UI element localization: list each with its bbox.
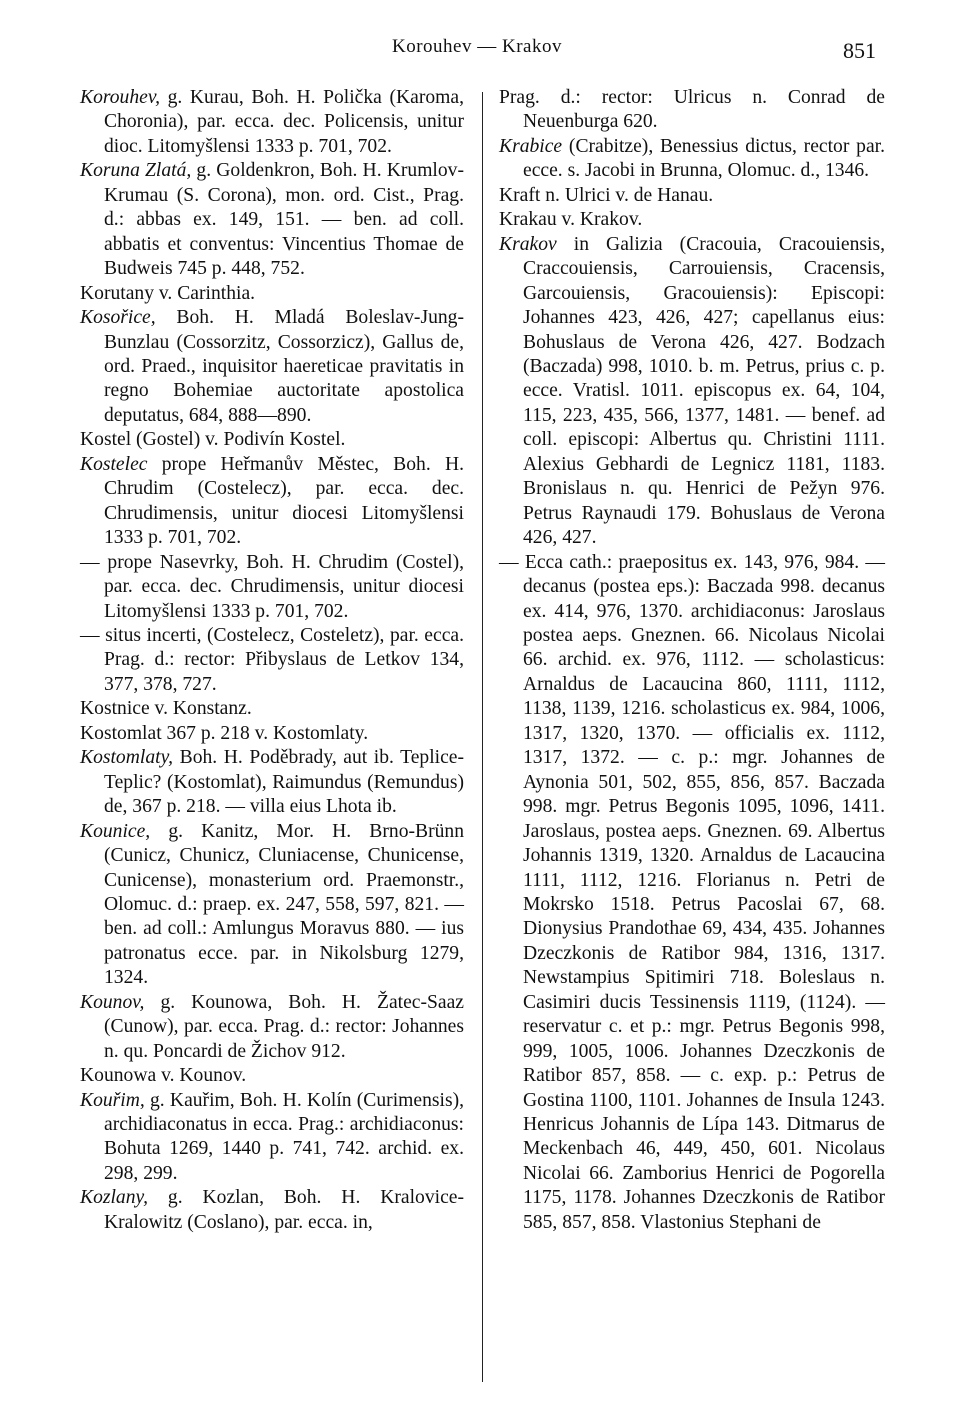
entry-headword: Korouhev, bbox=[80, 87, 160, 108]
entry-headword: Kounov, bbox=[80, 991, 145, 1013]
entry-kounowa bbox=[80, 1064, 464, 1088]
entry-text: Kraft n. Ulrici v. de Hanau. bbox=[499, 184, 714, 206]
entry-text: in Galizia (Cracouia, Cracouiensis, Craccouiensis, Carrouiensis, Cracensis, Garcouiensis, Gracouiensis): Episcopi: Johannes 423, 426, 427; capellanus eius: Bohuslaus de Verona 426, 427. Bodzach (Baczada) 998, 1010. b. m. Petrus, prius c. p. ecce. Vratisl. 1011. episcopus ex. 64, 104, 115, 223, 435, 566, 1377, 1481. — benef. ad coll. episcopi: Albertus qu. Christini 1111. Alexius Gebhardi de Legnicz 1181, 1183. Bronislaus n. qu. Henrici de Pežyn 976. Petrus Raynaudi 179. Bohuslaus de Verona 426, 427. bbox=[523, 233, 885, 549]
entry-text: g. Kauřim, Boh. H. Kolín (Curimensis), archidiaconatus in ecca. Prag.: archidiaconus: Bohuta 1269, 1440 p. 741, 742. archid. ex. 298, 299. bbox=[104, 1089, 464, 1184]
entry-text: g. Kozlan, Boh. H. Kralovice-Kralowitz (Coslano), par. ecca. in, bbox=[104, 1187, 464, 1233]
entry-text: — Ecca cath.: praepositus ex. 143, 976, 984. — decanus (postea eps.): Baczada 998. decanus ex. 414, 976, 1370. archidiaconus: Jaroslaus postea aeps. Gneznen. 66. Nicolaus Nicolai 66. archid. ex. 976, 1112. — scholasticus: Arnaldus de Lacaucina 860, 1111, 1112, 1138, 1139, 1216. scholasticus ex. 984, 1006, 1317, 1320, 1370. — officialis ex. 1112, 1317, 1372. — c. p.: mgr. Johannes de Aynonia 501, 502, 855, 856, 857. Baczada 998. mgr. Petrus Begonis 1095, 1096, 1411. Jaroslaus, postea aeps. Gneznen. 69. Albertus Johannis 1319, 1320. Arnaldus de Lacaucina 1111, 1112, 1216. Florianus n. Petri de Mokrsko 1518. Petrus Pacoslai 67, 68. Dionysius Prandothae 69, 434, 435. Johannes Dzeczkonis de Ratibor 984, 1316, 1317. Newstampius Spitimiri 718. Boleslaus n. Casimiri ducis Tessinensis 1119, (1124). — reservatur c. et p.: mgr. Petrus Begonis 998, 999, 1005, 1006. Johannes Dzeczkonis de Ratibor 857, 858. — c. exp. p.: Petrus de Gostina 1100, 1101. Johannes de Insula 1243. Henricus Johannis de Lípa 143. Ditmarus de Meckenbach 46, 449, 450, 601. Nicolaus Nicolai 66. Zamborius Henrici de Pogorella 1175, 1178. Johannes Dzeczkonis de Ratibor 585, 857, 858. Vlastonius Stephani de bbox=[499, 551, 885, 1233]
entry-text: Boh. H. Poděbrady, aut ib. Teplice-Teplic? (Kostomlat), Raimundus (Remundus) de, 367 p. 218. — villa eius Lhota ib. bbox=[104, 747, 464, 818]
entry-kostel bbox=[80, 428, 464, 452]
entry-kostomlaty bbox=[80, 746, 464, 819]
right-column bbox=[499, 86, 885, 1235]
entry-krakov-ecca-cath bbox=[499, 551, 885, 1236]
entry-kraft bbox=[499, 184, 885, 208]
entry-text: Kostnice v. Konstanz. bbox=[80, 698, 252, 720]
entry-headword: Kozlany, bbox=[80, 1187, 149, 1209]
entry-korouhev bbox=[80, 86, 464, 159]
entry-headword: Kostomlaty, bbox=[80, 747, 174, 769]
entry-headword: Kosořice, bbox=[80, 307, 156, 329]
entry-headword: Koruna Zlatá, bbox=[80, 160, 192, 182]
entry-text: prope Heřmanův Městec, Boh. H. Chrudim (Costelecz), par. ecca. dec. Chrudimensis, unitur diocesi Litomyšlensi 1333 p. 701, 702. bbox=[104, 453, 464, 549]
entry-krabice bbox=[499, 135, 885, 184]
entry-kostnice bbox=[80, 697, 464, 721]
entry-kostomlat bbox=[80, 722, 464, 746]
entry-headword: Krakov bbox=[499, 233, 557, 255]
column-divider bbox=[482, 92, 483, 1382]
entry-text: Kostomlat 367 p. 218 v. Kostomlaty. bbox=[80, 722, 369, 744]
entry-text: Korutany v. Carinthia. bbox=[80, 282, 256, 304]
entry-text: (Crabitze), Benessius dictus, rector par. ecce. s. Jacobi in Brunna, Olomuc. d., 1346. bbox=[523, 135, 885, 182]
entry-kostelec bbox=[80, 453, 464, 551]
entry-kozlany bbox=[80, 1186, 464, 1235]
entry-krakov bbox=[499, 233, 885, 551]
entry-text: Kounowa v. Kounov. bbox=[80, 1065, 247, 1087]
entry-text: Kostel (Gostel) v. Podivín Kostel. bbox=[80, 429, 346, 451]
page-header bbox=[0, 30, 960, 70]
entry-kostelec-nasevrky bbox=[80, 551, 464, 624]
entry-text: Krakau v. Krakov. bbox=[499, 209, 643, 231]
entry-headword: Kostelec bbox=[80, 453, 148, 475]
entry-text: g. Kurau, Boh. H. Polička (Karoma, Choronia), par. ecca. dec. Policensis, unitur dioc. Litomyšlensi 1333 p. 701, 702. bbox=[104, 87, 464, 157]
entry-headword: Krabice bbox=[499, 135, 563, 157]
entry-headword: Kounice, bbox=[80, 820, 151, 842]
entry-headword: Kouřim, bbox=[80, 1089, 145, 1111]
entry-text: g. Kanitz, Mor. H. Brno-Brünn (Cunicz, Chunicz, Cluniacense, Chunicense, Cunicense), monasterium ord. Praemonstr., Olomuc. d.: praep. ex. 247, 558, 597, 821. — ben. ad coll.: Amlungus Moravus 880. — ius patronatus ecce. par. in Nikolsburg 1279, 1324. bbox=[104, 820, 464, 989]
entry-kourim bbox=[80, 1089, 464, 1187]
page-number: 851 bbox=[843, 38, 876, 63]
entry-text: Prag. d.: rector: Ulricus n. Conrad de Neuenburga 620. bbox=[499, 87, 885, 133]
running-head: Korouhev — Krakov bbox=[392, 36, 562, 57]
entry-text: g. Kounowa, Boh. H. Žatec-Saaz (Cunow), par. ecca. Prag. d.: rector: Johannes n. qu. Poncardi de Žichov 912. bbox=[104, 991, 464, 1062]
entry-text: — prope Nasevrky, Boh. H. Chrudim (Costel), par. ecca. dec. Chrudimensis, unitur diocesi Litomyšlensi 1333 p. 701, 702. bbox=[80, 551, 464, 622]
entry-krakau bbox=[499, 208, 885, 232]
entry-text: Boh. H. Mladá Boleslav-Jung-Bunzlau (Cossorzitz, Cossorzicz), Gallus de, ord. Praed., inquisitor haereticae pravitatis in regno Bohemiae auctoritate apostolica deputatus, 684, 888—890. bbox=[104, 307, 464, 426]
left-column bbox=[80, 86, 464, 1235]
entry-koruna-zlata bbox=[80, 159, 464, 281]
entry-text: — situs incerti, (Costelecz, Costeletz), par. ecca. Prag. d.: rector: Přibyslaus de Letkov 134, 377, 378, 727. bbox=[80, 624, 464, 695]
entry-kostelec-incerti bbox=[80, 624, 464, 697]
entry-text: g. Goldenkron, Boh. H. Krumlov-Krumau (S. Corona), mon. ord. Cist., Prag. d.: abbas ex. 149, 151. — ben. ad coll. abbatis et conventus: Vincentius Thomae de Budweis 745 p. 448, 752. bbox=[104, 160, 464, 280]
entry-kozlany-continued bbox=[499, 86, 885, 135]
entry-korutany bbox=[80, 282, 464, 306]
entry-kounice bbox=[80, 820, 464, 991]
entry-kosorice bbox=[80, 306, 464, 428]
entry-kounov bbox=[80, 991, 464, 1064]
